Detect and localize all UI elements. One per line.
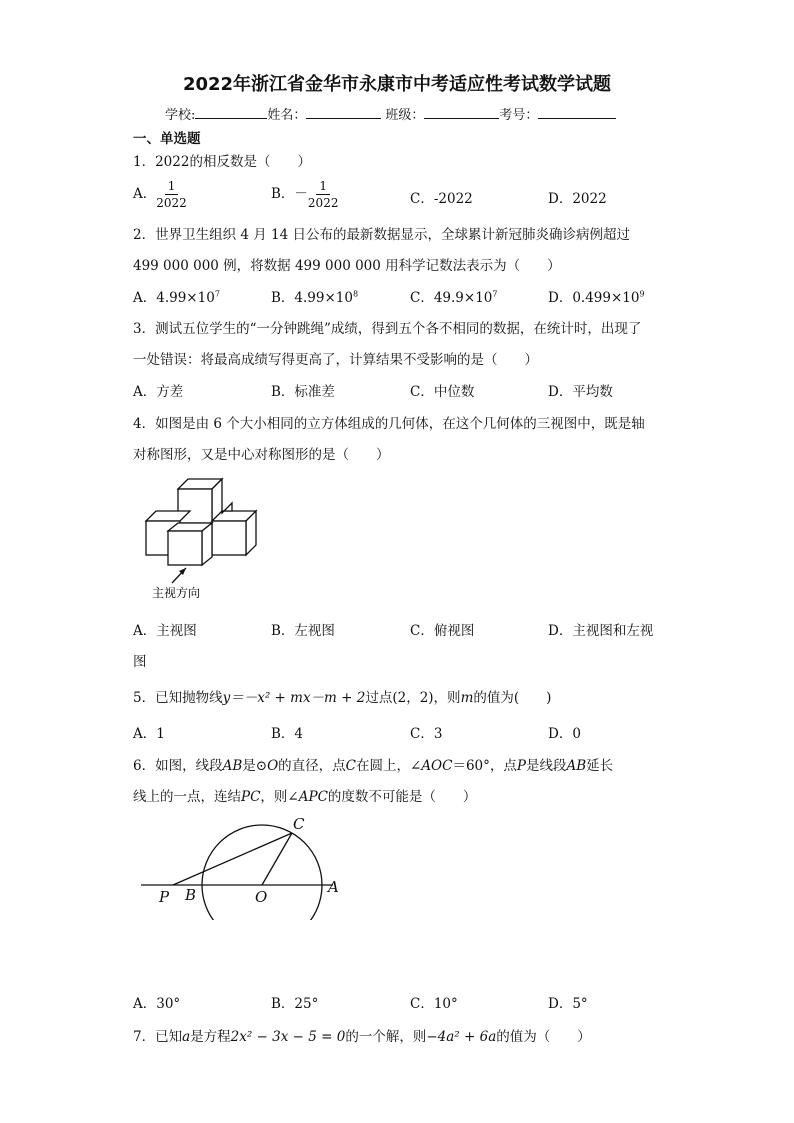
- q6-option-c: C．10°: [410, 996, 458, 1012]
- fraction: $\frac{1}{2022}$: [307, 179, 339, 210]
- question-7-stem: 7．已知a是方程2x² − 3x − 5 = 0的一个解，则−4a² + 6a的值为（ ）: [133, 1029, 591, 1045]
- q5-option-a: A．1: [133, 726, 165, 742]
- q5-option-b: B．4: [271, 726, 304, 742]
- q4-option-d: D．主视图和左视: [548, 623, 654, 639]
- name-label: 姓名：: [267, 108, 307, 123]
- number-blank[interactable]: [538, 106, 616, 119]
- class-blank[interactable]: [424, 106, 499, 119]
- q1-option-b: B．－ $\frac{1}{2022}$: [271, 179, 339, 210]
- question-3-line-1: 3．测试五位学生的“一分钟跳绳”成绩，得到五个各不相同的数据，在统计时，出现了: [133, 321, 642, 337]
- name-blank[interactable]: [306, 106, 381, 119]
- q2-option-a: A．$4.99\times 10^7$: [133, 289, 220, 306]
- question-6-line-2: 线上的一点，连结PC，则∠APC的度数不可能是（ ）: [133, 789, 477, 805]
- label-a: A: [328, 878, 339, 896]
- class-label: 班级：: [385, 108, 425, 123]
- q1-option-d: D．2022: [548, 191, 607, 207]
- q4-option-b: B．左视图: [271, 623, 335, 639]
- question-6-line-1: 6．如图，线段AB是⊙O的直径，点C在圆上，∠AOC＝60°，点P是线段AB延长: [133, 758, 614, 774]
- student-info-line: [165, 104, 616, 123]
- question-4-line-2: 对称图形，又是中心对称图形的是（ ）: [133, 447, 390, 463]
- q3-option-a: A．方差: [133, 384, 184, 400]
- question-4-line-1: 4．如图是由 6 个大小相同的立方体组成的几何体，在这个几何体的三视图中，既是轴: [133, 416, 645, 432]
- figure-caption: 主视方向: [152, 586, 201, 600]
- question-5-stem: 5．已知抛物线y＝－x² + mx－m + 2过点(2，2)，则m的值为( ): [133, 690, 552, 706]
- q3-option-c: C．中位数: [410, 384, 475, 400]
- q1-option-c: C．-2022: [410, 191, 473, 207]
- circle-geometry-figure: [135, 810, 355, 920]
- q6-option-b: B．25°: [271, 996, 319, 1012]
- q4-option-a: A．主视图: [133, 623, 197, 639]
- segment-oc: [262, 833, 292, 885]
- q2-option-d: D．$0.499\times 10^9$: [548, 289, 645, 306]
- q1-option-a: A． $\frac{1}{2022}$: [133, 179, 187, 210]
- question-1-stem: 1．2022的相反数是（ ）: [133, 154, 311, 170]
- label-o: O: [255, 888, 268, 906]
- q6-option-d: D．5°: [548, 996, 588, 1012]
- q4-option-d-wrap: 图: [133, 654, 147, 670]
- fraction: $\frac{1}{2022}$: [156, 179, 187, 210]
- q2-option-c: C．$49.9\times 10^7$: [410, 289, 498, 306]
- label-b: B: [185, 886, 197, 904]
- q2-option-b: B．$4.99\times 10^8$: [271, 289, 359, 306]
- page-title: 2022年浙江省金华市永康市中考适应性考试数学试题: [182, 74, 612, 95]
- question-2-line-1: 2．世界卫生组织 4 月 14 日公布的最新数据显示，全球累计新冠肺炎确诊病例超过: [133, 227, 631, 243]
- section-heading: 一、单选题: [133, 131, 201, 147]
- segment-pc: [173, 833, 292, 885]
- school-blank[interactable]: [195, 106, 267, 119]
- q3-option-b: B．标准差: [271, 384, 335, 400]
- q4-option-c: C．俯视图: [410, 623, 475, 639]
- number-label: 考号：: [499, 108, 539, 123]
- question-3-line-2: 一处错误：将最高成绩写得更高了，计算结果不受影响的是（ ）: [133, 352, 538, 368]
- school-label: 学校:: [165, 108, 196, 123]
- q6-option-a: A．30°: [133, 996, 181, 1012]
- label-p: P: [159, 888, 170, 906]
- cube-solid-figure: [140, 475, 270, 605]
- q5-option-d: D．0: [548, 726, 581, 742]
- question-2-line-2: 499 000 000 例，将数据 499 000 000 用科学记数法表示为（ ）: [133, 258, 561, 274]
- q3-option-d: D．平均数: [548, 384, 613, 400]
- q5-option-c: C．3: [410, 726, 443, 742]
- label-c: C: [293, 815, 305, 833]
